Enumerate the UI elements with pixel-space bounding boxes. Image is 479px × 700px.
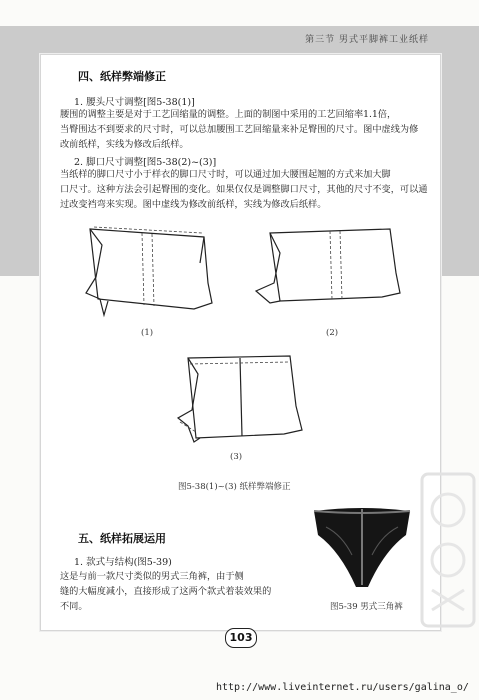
item-1-heading: 1. 腰头尺寸调整[图5-38(1)] <box>74 97 195 108</box>
item-5-1-paragraph <box>60 569 310 614</box>
figure-5-39-caption: 图5-39 男式三角裤 <box>330 602 403 612</box>
section-5-title: 五、纸样拓展运用 <box>78 532 166 545</box>
text-line: 缝的大幅度减小，直接形成了这两个款式着装效果的 <box>60 586 272 597</box>
text-line: 改前纸样，实线为修改后纸样。 <box>60 139 189 150</box>
pattern-figure-1 <box>82 223 222 323</box>
text-line: 不同。 <box>60 601 88 612</box>
running-header: 第三节 男式平脚裤工业纸样 <box>305 35 429 45</box>
text-line: 过改变裆弯来实现。图中虚线为修改前纸样，实线为修改后纸样。 <box>60 199 327 210</box>
text-line: 当臀围达不到要求的尺寸时，可以总加腰围工艺回缩量来补足臀围的尺寸。图中虚线为修 <box>60 124 419 135</box>
figure-5-38-caption: 图5-38(1)~(3) 纸样弊端修正 <box>178 482 291 492</box>
pattern-figure-3 <box>172 350 312 454</box>
pattern-figure-2 <box>250 223 410 323</box>
watermark-stamp <box>418 470 478 630</box>
item-2-heading: 2. 脚口尺寸调整[图5-38(2)~(3)] <box>74 157 217 168</box>
text-line: 这是与前一款尺寸类似的男式三角裤，由于侧 <box>60 571 244 582</box>
text-line: 当纸样的脚口尺寸小于样衣的脚口尺寸时，可以通过加大腰围起翘的方式来加大脚 <box>60 169 391 180</box>
briefs-photo <box>312 505 412 595</box>
footer-url[interactable]: http://www.liveinternet.ru/users/galina_o/ <box>216 682 469 693</box>
page-number: 103 <box>225 628 257 648</box>
figure-label-2: (2) <box>326 328 339 338</box>
text-line: 口尺寸。这种方法会引起臀围的变化。如果仅仅是调整脚口尺寸，其他的尺寸不变，可以通 <box>60 184 428 195</box>
item-1-paragraph <box>60 107 418 152</box>
item-5-1-heading: 1. 款式与结构(图5-39) <box>74 557 172 568</box>
figure-label-3: (3) <box>230 452 243 462</box>
figure-label-1: (1) <box>141 328 154 338</box>
section-4-title: 四、纸样弊端修正 <box>78 70 166 83</box>
item-2-paragraph <box>60 167 428 212</box>
text-line: 腰围的调整主要是对于工艺回缩量的调整。上面的制图中采用的工艺回缩率1.1倍， <box>60 109 397 120</box>
